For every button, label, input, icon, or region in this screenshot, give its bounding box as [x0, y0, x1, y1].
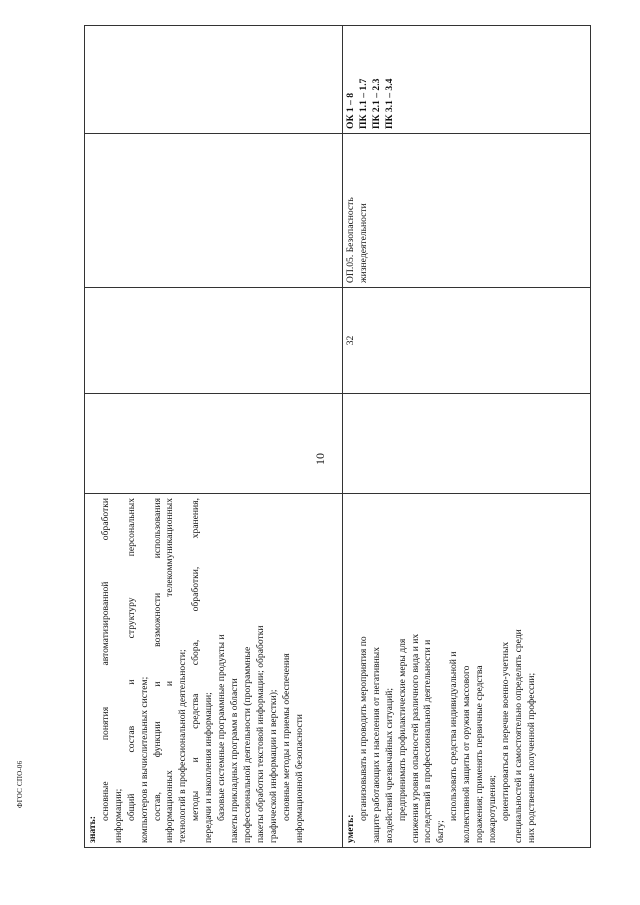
list-item: последствий в профессиональной деятельности и [422, 639, 434, 843]
competencies-cell [343, 26, 591, 134]
list-item: основные понятия автоматизированной обработки [99, 498, 111, 821]
list-item: них родственные полученной профессии; [525, 672, 537, 843]
competency-item: ПК 1.1 – 1.7 [357, 78, 369, 129]
list-item: методы и средства сбора, обработки, хранения, [190, 498, 202, 821]
skills-heading: уметь: [345, 814, 356, 843]
list-item: профессиональной деятельности (программные [241, 646, 253, 843]
list-item: состав, функции и возможности использования [151, 498, 163, 821]
list-item: поражения; применять первичные средства [474, 665, 486, 843]
list-item: информации; [112, 788, 124, 843]
knowledge-cell [85, 494, 343, 848]
empty-cell [343, 394, 591, 494]
empty-cell [85, 394, 343, 494]
table-row [343, 26, 591, 848]
list-item: базовые системные программные продукты и [216, 634, 228, 821]
competency-item: ПК 3.1 – 3.4 [383, 78, 395, 129]
knowledge-heading: знать: [87, 816, 98, 843]
footer-standard-code: ФГОС СПО-06 [16, 760, 24, 808]
list-item: компьютеров и вычислительных систем; [138, 676, 150, 843]
list-item: коллективной защиты от оружия массового [461, 665, 473, 843]
list-item: пакеты прикладных программ в области [228, 678, 240, 843]
rotated-page [84, 26, 590, 848]
list-item: специальностей и самостоятельно определять среди [512, 629, 524, 843]
list-item: информационных и телекоммуникационных [164, 498, 176, 843]
list-item: снижения уровня опасностей различного вида и их [409, 633, 421, 843]
competency-table [84, 25, 591, 848]
list-item: общий состав и структуру персональных [125, 498, 137, 821]
list-item: передачи и накопления информации; [203, 692, 215, 843]
table-row [85, 26, 343, 848]
competency-item: ПК 2.1 – 2.3 [370, 78, 382, 129]
empty-cell [85, 134, 343, 288]
hours-cell [343, 288, 591, 394]
discipline-line: ОП.05. Безопасность [345, 197, 356, 283]
list-item: ориентироваться в перечне военно-учетных [499, 641, 511, 821]
empty-cell [85, 26, 343, 134]
list-item: информационной безопасности [293, 714, 305, 843]
list-item: быту; [435, 820, 447, 843]
list-item: графической информации и верстки); [267, 689, 279, 843]
competency-item: ОК 1 – 8 [345, 92, 356, 129]
list-item: защите работающих и населения от негативных [370, 647, 382, 843]
skills-cell [343, 494, 591, 848]
page-number: 10 [313, 453, 327, 465]
list-item: технологий в профессиональной деятельности; [177, 649, 189, 843]
empty-cell [85, 288, 343, 394]
discipline-line: жизнедеятельности [357, 203, 369, 283]
list-item: воздействий чрезвычайных ситуаций; [383, 687, 395, 843]
list-item: организовывать и проводить мероприятия по [357, 636, 369, 821]
list-item: предпринимать профилактические меры для [396, 638, 408, 821]
hours-value: 32 [345, 335, 356, 346]
list-item: использовать средства индивидуальной и [448, 651, 460, 821]
list-item: основные методы и приемы обеспечения [280, 653, 292, 821]
discipline-cell [343, 134, 591, 288]
list-item: пакеты обработки текстовой информации; обработки [254, 625, 266, 843]
list-item: пожаротушения; [486, 775, 498, 843]
